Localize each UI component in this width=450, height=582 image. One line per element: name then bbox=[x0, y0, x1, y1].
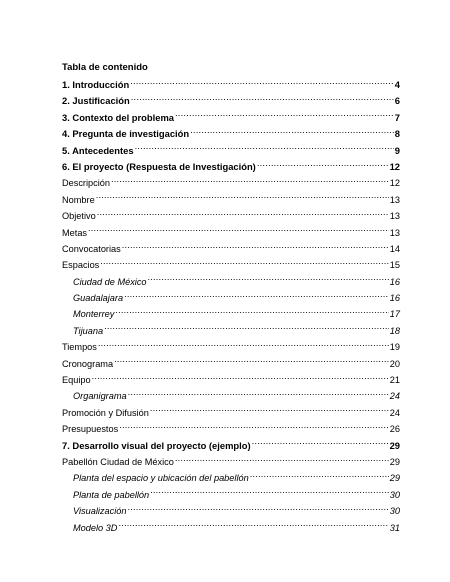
toc-entry-label: Tijuana bbox=[73, 325, 104, 336]
toc-entry-page-number: 17 bbox=[389, 309, 400, 320]
toc-entry-page-number: 16 bbox=[389, 293, 400, 304]
toc-entry[interactable] bbox=[62, 175, 400, 191]
dot-leader bbox=[252, 439, 389, 449]
toc-entry[interactable] bbox=[62, 487, 400, 503]
toc-entry-label: Modelo 3D bbox=[73, 522, 118, 533]
toc-entry-page-number: 18 bbox=[389, 325, 400, 336]
toc-entry[interactable] bbox=[62, 192, 400, 208]
toc-entry-page-number: 13 bbox=[389, 211, 400, 222]
dot-leader bbox=[175, 455, 389, 465]
toc-entry-label: Promoción y Difusión bbox=[62, 407, 149, 418]
dot-leader bbox=[150, 488, 389, 498]
toc-entry-label: Planta de pabellón bbox=[73, 489, 150, 500]
toc-entry-label: Nombre bbox=[62, 194, 95, 205]
toc-entry[interactable] bbox=[62, 388, 400, 404]
dot-leader bbox=[131, 94, 394, 104]
toc-entry-page-number: 16 bbox=[389, 276, 400, 287]
toc-entry[interactable] bbox=[62, 356, 400, 372]
dot-leader bbox=[122, 242, 389, 252]
toc-entry[interactable] bbox=[62, 241, 400, 257]
toc-entry-page-number: 4 bbox=[394, 79, 400, 90]
toc-entry-page-number: 19 bbox=[389, 342, 400, 353]
toc-entry-page-number: 14 bbox=[389, 243, 400, 254]
toc-entry-page-number: 30 bbox=[389, 489, 400, 500]
toc-entry-label: Presupuestos bbox=[62, 424, 119, 435]
toc-entry-page-number: 31 bbox=[389, 522, 400, 533]
toc-entry-label: 7. Desarrollo visual del proyecto (ejemplo) bbox=[62, 439, 251, 451]
dot-leader bbox=[124, 291, 389, 301]
toc-entry-page-number: 15 bbox=[389, 260, 400, 271]
dot-leader bbox=[114, 357, 389, 367]
toc-entry-label: Objetivo bbox=[62, 211, 96, 222]
toc-entry-label: Organigrama bbox=[73, 391, 127, 402]
toc-entry-label: Guadalajara bbox=[73, 293, 124, 304]
toc-entry[interactable] bbox=[62, 126, 400, 142]
dot-leader bbox=[96, 193, 389, 203]
dot-leader bbox=[88, 226, 389, 236]
toc-entry-page-number: 29 bbox=[389, 439, 400, 451]
toc-entry[interactable] bbox=[62, 372, 400, 388]
toc-entry-label: Visualización bbox=[73, 506, 127, 517]
toc-entry[interactable] bbox=[62, 143, 400, 159]
toc-entry[interactable] bbox=[62, 520, 400, 536]
toc-entry[interactable] bbox=[62, 257, 400, 273]
dot-leader bbox=[130, 78, 394, 88]
toc-entry-page-number: 29 bbox=[389, 456, 400, 467]
toc-entry-label: Monterrey bbox=[73, 309, 115, 320]
dot-leader bbox=[175, 111, 394, 121]
toc-entry-page-number: 9 bbox=[394, 144, 400, 156]
dot-leader bbox=[98, 340, 389, 350]
toc-entry-page-number: 26 bbox=[389, 424, 400, 435]
dot-leader bbox=[190, 127, 394, 137]
toc-entry-label: Descripción bbox=[62, 178, 110, 189]
toc-entry[interactable] bbox=[62, 225, 400, 241]
toc-entry[interactable] bbox=[62, 470, 400, 486]
toc-entry-label: 1. Introducción bbox=[62, 79, 130, 90]
toc-entry[interactable] bbox=[62, 306, 400, 322]
toc-entry-label: 4. Pregunta de investigación bbox=[62, 128, 190, 140]
toc-entry-label: Metas bbox=[62, 227, 88, 238]
dot-leader bbox=[92, 373, 389, 383]
toc-entry-label: Tiempos bbox=[62, 342, 97, 353]
toc-entry-page-number: 12 bbox=[389, 178, 400, 189]
toc-entry-label: Planta del espacio y ubicación del pabellón bbox=[73, 473, 249, 484]
toc-entry-label: Cronograma bbox=[62, 358, 114, 369]
toc-entry-label: Convocatorias bbox=[62, 243, 121, 254]
dot-leader bbox=[250, 471, 389, 481]
toc-entry-page-number: 30 bbox=[389, 506, 400, 517]
dot-leader bbox=[119, 422, 389, 432]
toc-entry-label: 2. Justificación bbox=[62, 95, 130, 107]
toc-entry-page-number: 13 bbox=[389, 227, 400, 238]
dot-leader bbox=[128, 389, 389, 399]
toc-entry-page-number: 13 bbox=[389, 194, 400, 205]
toc-entry-label: 5. Antecedentes bbox=[62, 144, 134, 156]
dot-leader bbox=[97, 209, 389, 219]
toc-entry-page-number: 21 bbox=[389, 375, 400, 386]
dot-leader bbox=[111, 176, 389, 186]
toc-entry[interactable] bbox=[62, 110, 400, 126]
toc-entry[interactable] bbox=[62, 454, 400, 470]
toc-entry[interactable] bbox=[62, 323, 400, 339]
toc-entry-page-number: 24 bbox=[389, 407, 400, 418]
toc-entry[interactable] bbox=[62, 405, 400, 421]
toc-entry-label: Ciudad de México bbox=[73, 276, 147, 287]
toc-entry[interactable] bbox=[62, 274, 400, 290]
toc-entry[interactable] bbox=[62, 159, 400, 175]
toc-entry[interactable] bbox=[62, 503, 400, 519]
dot-leader bbox=[115, 307, 388, 317]
toc-entry[interactable] bbox=[62, 77, 400, 93]
toc-title: Tabla de contenido bbox=[62, 62, 148, 73]
toc-entry-page-number: 29 bbox=[389, 473, 400, 484]
toc-entry-label: 6. El proyecto (Respuesta de Investigación) bbox=[62, 160, 256, 172]
toc-entry[interactable] bbox=[62, 93, 400, 109]
dot-leader bbox=[148, 275, 389, 285]
dot-leader bbox=[118, 521, 388, 531]
dot-leader bbox=[100, 258, 388, 268]
toc-entry-label: 3. Contexto del problema bbox=[62, 111, 174, 123]
toc-entry-page-number: 8 bbox=[394, 128, 400, 140]
toc-entry[interactable] bbox=[62, 438, 400, 454]
toc-entry-label: Pabellón Ciudad de México bbox=[62, 456, 174, 467]
toc-entry[interactable] bbox=[62, 290, 400, 306]
toc-entry-page-number: 12 bbox=[389, 160, 400, 172]
dot-leader bbox=[104, 324, 389, 334]
dot-leader bbox=[127, 504, 388, 514]
toc-entry-page-number: 7 bbox=[394, 111, 400, 123]
toc-entry-page-number: 6 bbox=[394, 95, 400, 107]
toc-entry-label: Espacios bbox=[62, 260, 100, 271]
dot-leader bbox=[257, 160, 389, 170]
table-of-contents bbox=[62, 77, 400, 536]
dot-leader bbox=[135, 144, 394, 154]
dot-leader bbox=[150, 406, 389, 416]
toc-entry-label: Equipo bbox=[62, 375, 91, 386]
toc-entry[interactable] bbox=[62, 339, 400, 355]
toc-entry[interactable] bbox=[62, 208, 400, 224]
toc-entry[interactable] bbox=[62, 421, 400, 437]
toc-entry-page-number: 24 bbox=[389, 391, 400, 402]
toc-entry-page-number: 20 bbox=[389, 358, 400, 369]
